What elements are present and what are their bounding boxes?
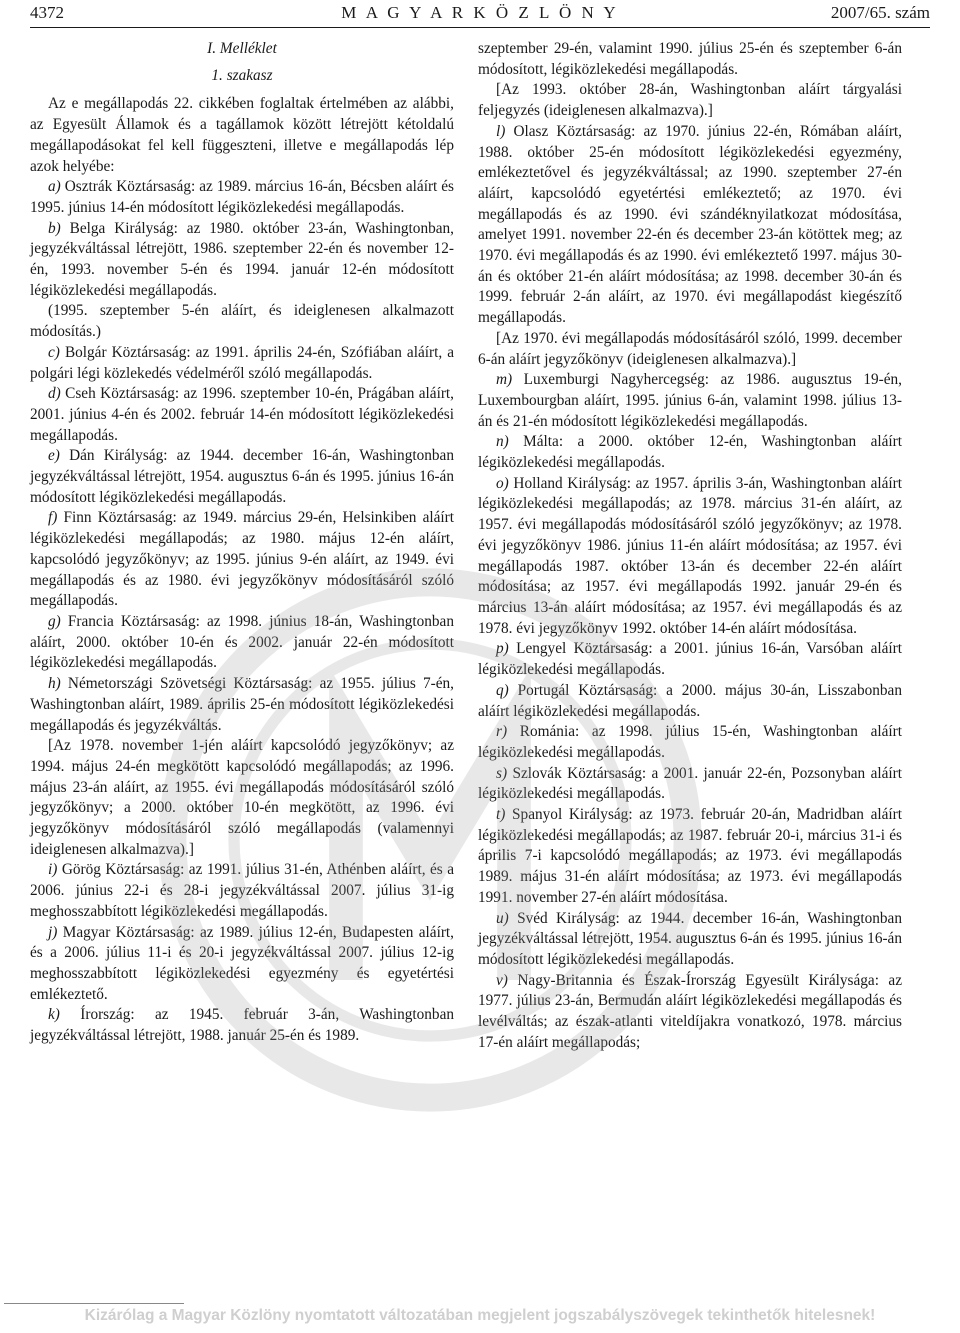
item-label: b) — [48, 219, 61, 237]
item-label: a) — [48, 178, 61, 196]
list-item — [478, 432, 902, 473]
item-text: Francia Köztársaság: az 1998. június 18-án, Washingtonban aláírt, 2000. október 10-én és 2002. január 22-én módosított légiközlekedési megállapodás. — [30, 612, 454, 672]
item-text: (1995. szeptember 5-én aláírt, és ideiglenesen alkalmazott módosítás.) — [30, 302, 454, 341]
list-item — [478, 722, 902, 763]
item-label: h) — [48, 675, 61, 693]
list-item — [478, 681, 902, 722]
item-label: j) — [48, 923, 58, 941]
item-label: q) — [496, 681, 509, 699]
issue-number: 2007/65. szám — [830, 3, 930, 22]
item-text: Finn Köztársaság: az 1949. március 29-én, Helsinkiben aláírt légiközlekedési megállapodás; az 1980. május 12-én aláírt, kapcsolódó jegyzőkönyv; az 1995. június 9-én aláírt, az 1949. évi megállapodás és az 1980. évi jegyzőkönyv módosításáról szóló megállapodás. — [30, 509, 455, 610]
item-label: i) — [48, 861, 58, 879]
item-label: d) — [48, 385, 61, 403]
item-text: Írország: az 1945. február 3-án, Washingtonban jegyzékváltással létrejött, 1988. január 25-én és 1989. — [30, 1006, 455, 1045]
item-text: Szlovák Köztársaság: a 2001. január 22-én, Pozsonyban aláírt légiközlekedési megállapodás. — [478, 764, 902, 803]
list-item — [30, 384, 454, 446]
item-label: t) — [496, 806, 506, 824]
list-item — [30, 674, 454, 736]
item-label: k) — [48, 1006, 60, 1024]
item-text: Románia: az 1998. július 15-én, Washingtonban aláírt légiközlekedési megállapodás. — [478, 723, 902, 761]
item-label: o) — [496, 474, 509, 492]
list-item — [30, 301, 454, 342]
item-text: Svéd Királyság: az 1944. december 16-án, Washingtonban jegyzékváltással létrejött, 1954. augusztus 6-án és 1995. június 16-án módosított légiközlekedési megállapodás. — [478, 909, 902, 968]
item-label: v) — [496, 971, 508, 989]
item-text: Málta: a 2000. október 12-én, Washingtonban aláírt légiközlekedési megállapodás. — [478, 433, 902, 472]
item-label: n) — [496, 433, 509, 451]
journal-title: M A G Y A R K Ö Z L Ö N Y — [341, 3, 619, 22]
list-item — [30, 343, 454, 384]
left-column — [30, 39, 454, 1047]
item-text: Olasz Köztársaság: az 1970. június 22-én, Rómában aláírt, 1988. október 25-én módosított légiközlekedési egyezmény, emlékeztetővel és jegyzékváltással; az 1990. szeptember 27-én aláírt, kapcsolódó egyetértési emlékeztető; az 1970. évi megállapodás és az 1990. évi szándéknyilatkozat módosítása, amelyet 1991. november 22-én és december 23-án kötöttek meg; az 1970. évi megállapodás és az 1990. évi emlékeztető 1997. május 30-án és október 21-én aláírt módosítása; az 1998. december 30-án és 1999. február 2-án aláírt, az 1970. évi megállapodást kiegészítő megállapodás. — [478, 122, 902, 327]
right-column — [478, 39, 902, 1053]
page-header — [30, 1, 930, 27]
item-text: Cseh Köztársaság: az 1996. szeptember 10-én, Prágában aláírt, 2001. június 4-én és 2002. február 14-én módosított légiközlekedési megállapodás. — [30, 385, 455, 444]
continuation-paragraph: szeptember 29-én, valamint 1990. július 25-én és szeptember 6-án módosított, légiközlekedési megállapodás. — [478, 40, 902, 78]
list-item — [478, 370, 902, 432]
list-item — [478, 805, 902, 909]
list-item — [30, 736, 454, 860]
item-text: Belga Királyság: az 1980. október 23-án, Washingtonban, jegyzékváltással létrejött, 1986. szeptember 22-én és november 12-én, 1993. november 5-én és 1994. január 12-én módosított légiközlekedési megállapodás. — [30, 219, 455, 299]
item-text: Nagy-Britannia és Észak-Írország Egyesült Királysága: az 1977. július 23-án, Bermudán aláírt légiközlekedési megállapodás és levélváltás; az észak-atlanti viteldíjakra vonatkozó, 1978. március 17-én aláírt megállapodás; — [478, 971, 902, 1051]
item-label: c) — [48, 343, 60, 361]
item-text: Portugál Köztársaság: a 2000. május 30-án, Lisszabonban aláírt légiközlekedési megállapodás. — [478, 681, 902, 720]
list-item — [30, 923, 454, 1006]
item-text: Spanyol Királyság: az 1973. február 20-án, Madridban aláírt légiközlekedési megállapodás; az 1987. február 20-i, március 31-i és április 7-i kapcsolódó megállapodás; az 1973. évi megállapodás 1989. május 31-én aláírt módosítása; az 1973. évi megállapodás 1991. november 27-én aláírt módosítása. — [478, 806, 902, 906]
list-item — [30, 219, 454, 302]
item-text: [Az 1978. november 1-jén aláírt kapcsolódó jegyzőkönyv; az 1994. május 24-én megkötött kapcsolódó megállapodás; az 1996. május 23-án aláírt, az 1955. évi megállapodás módosításáról szóló jegyzőkönyv; a 2000. október 10-én megkötött, az 1996. évi jegyzőkönyv módosításáról szóló megállapodás (valamennyi ideiglenesen alkalmazva).] — [30, 737, 454, 858]
list-item — [30, 508, 454, 612]
item-label: s) — [496, 764, 508, 782]
list-item — [478, 474, 902, 640]
list-item — [478, 909, 902, 971]
header-rule — [30, 27, 930, 28]
list-item — [30, 860, 454, 922]
item-label: l) — [496, 122, 506, 140]
section-title: 1. szakasz — [211, 66, 273, 84]
intro-paragraph: Az e megállapodás 22. cikkében foglaltak értelmében az alábbi, az Egyesült Államok és a tagállamok között létrejött kétoldalú megállapodásokat fel kell függeszteni, illetve e megállapodás lép azok helyébe: — [30, 95, 454, 175]
annex-title: I. Melléklet — [207, 40, 277, 57]
item-text: [Az 1993. október 28-án, Washingtonban aláírt tárgyalási feljegyzés (ideiglenesen alkalmazva).] — [478, 81, 902, 120]
item-text: Holland Királyság: az 1957. április 3-án, Washingtonban aláírt légiközlekedési megállapodás; az 1978. március 31-én aláírt, az 1957. évi megállapodás módosításáról szóló jegyzőkönyv; az 1978. évi jegyzőkönyv 1986. június 11-én aláírt módosítása; az 1957. évi megállapodás 1987. október 13-án és december 22-én aláírt módosítása; az 1957. évi megállapodás 1992. január 29-én és március 13-án aláírt módosítása; az 1957. évi megállapodás és az 1978. évi jegyzőkönyv 1992. október 14-én aláírt módosítása. — [478, 474, 903, 637]
item-label: g) — [48, 612, 61, 630]
item-label: r) — [496, 723, 508, 741]
item-text: Görög Köztársaság: az 1991. július 31-én, Athénben aláírt, és a 2006. június 22-i és 28-i jegyzékváltással 2007. július 31-ig meghosszabbított légiközlekedési megállapodás. — [30, 861, 454, 920]
item-text: Luxemburgi Nagyhercegség: az 1986. augusztus 19-én, Luxembourgban aláírt, 1995. június 6-án, valamint 1998. július 13-án és 21-én módosított légiközlekedési megállapodás. — [478, 371, 902, 430]
list-item — [478, 80, 902, 121]
list-item — [30, 177, 454, 218]
list-item — [30, 1005, 454, 1046]
list-item — [478, 971, 902, 1054]
item-text: Németországi Szövetségi Köztársaság: az 1955. július 7-én, Washingtonban aláírt, 1989. április 25-én módosított légiközlekedési megállapodás és jegyzékváltás. — [30, 675, 455, 734]
list-item — [478, 639, 902, 680]
list-item — [478, 764, 902, 805]
item-label: m) — [496, 371, 513, 389]
list-item — [30, 446, 454, 508]
item-text: Lengyel Köztársaság: a 2001. június 16-án, Varsóban aláírt légiközlekedési megállapodás. — [478, 640, 903, 679]
item-label: u) — [496, 909, 509, 927]
list-item — [30, 612, 454, 674]
item-text: Magyar Köztársaság: az 1989. július 12-én, Budapesten aláírt, és a 2006. július 11-i és 20-i jegyzékváltással 2007. július 12-ig meghosszabbított légiközlekedési egyezmény és egyetértési emlékeztető. — [30, 923, 455, 1003]
list-item — [478, 122, 902, 329]
list-item — [478, 329, 902, 370]
footer-rule — [4, 1303, 184, 1304]
item-label: f) — [48, 509, 58, 527]
item-text: [Az 1970. évi megállapodás módosításáról szóló, 1999. december 6-án aláírt jegyzőkönyv (ideiglenesen alkalmazva).] — [478, 329, 902, 368]
item-label: p) — [496, 640, 509, 658]
item-text: Dán Királyság: az 1944. december 16-án, Washingtonban jegyzékváltással létrejött, 1954. augusztus 6-án és 1995. június 16-án módosított légiközlekedési megállapodás. — [30, 447, 454, 506]
page-number: 4372 — [30, 3, 64, 22]
item-label: e) — [48, 447, 60, 465]
item-text: Bolgár Köztársaság: az 1991. április 24-én, Szófiában aláírt, a polgári légi közlekedés védelméről szóló megállapodás. — [30, 343, 454, 382]
authenticity-notice: Kizárólag a Magyar Közlöny nyomtatott változatában megjelent jogszabályszövegek tekinthetők hitelesnek! — [84, 1307, 876, 1324]
item-text: Osztrák Köztársaság: az 1989. március 16-án, Bécsben aláírt és 1995. június 14-én módosított légiközlekedési megállapodás. — [30, 178, 454, 216]
